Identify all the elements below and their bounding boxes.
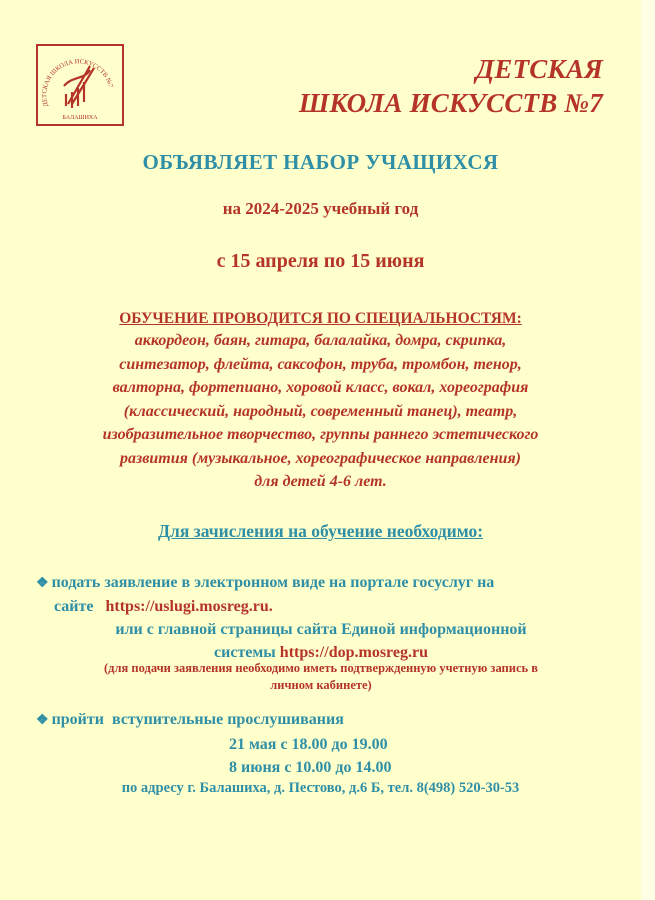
step1-line4: системы https://dop.mosreg.ru [214,644,428,661]
step1-line3: или с главной страницы сайта Единой информационной [115,621,527,638]
dop-link[interactable]: https://dop.mosreg.ru [279,644,428,661]
specialties-heading: ОБУЧЕНИЕ ПРОВОДИТСЯ ПО СПЕЦИАЛЬНОСТЯМ: [119,310,522,327]
step1-note: (для подачи заявления необходимо иметь подтвержденную учетную запись в личном кабинете) [104,661,538,692]
enrollment-step-1 [36,571,606,664]
school-title-line2: ШКОЛА ИСКУССТВ №7 [298,88,603,118]
specialties-list [36,329,605,494]
audition-date-1: 21 мая с 18.00 до 19.00 [229,736,388,753]
school-title-line1: ДЕТСКАЯ [475,54,603,84]
school-logo [36,44,124,126]
logo-emblem-icon [38,46,122,124]
school-title [299,52,603,120]
announcement-heading: ОБЪЯВЛЯЕТ НАБОР УЧАЩИХСЯ [142,150,499,174]
specialty-line: валторна, фортепиано, хоровой класс, вокал, хореография [112,379,529,396]
diamond-bullet-icon: ❖ [36,713,49,728]
enrollment-heading: Для зачисления на обучение необходимо: [157,521,484,541]
specialty-line: аккордеон, баян, гитара, балалайка, домра, скрипка, [134,332,507,349]
diamond-bullet-icon: ❖ [36,576,49,591]
specialty-line: (классический, народный, современный танец), театр, [123,402,518,420]
enrollment-period: с 15 апреля по 15 июня [216,250,425,272]
specialty-line: развития (музыкальное, хореографическое направления) [120,449,521,467]
school-address: по адресу г. Балашиха, д. Пестово, д.6 Б, тел. 8(498) 520-30-53 [121,780,520,796]
logo-arc-text: ДЕТСКАЯ ШКОЛА ИСКУССТВ №7 [41,58,115,108]
specialty-line: синтезатор, флейта, саксофон, труба, тромбон, тенор, [119,355,522,373]
uslugi-link[interactable]: https://uslugi.mosreg.ru. [105,598,273,615]
audition-date-2: 8 июня с 10.00 до 14.00 [229,759,392,776]
page-edge [641,0,655,900]
step1-line2: сайте https://uslugi.mosreg.ru. [54,598,273,615]
specialty-line: для детей 4-6 лет. [254,473,387,490]
logo-city-text: БАЛАШИХА [62,115,98,121]
academic-year: на 2024-2025 учебный год [222,199,419,218]
step1-line1: ❖ подать заявление в электронном виде на портале госуслуг на [36,574,495,591]
harp-icon [64,66,94,108]
specialty-line: изобразительное творчество, группы раннего эстетического [102,426,539,443]
enrollment-step-2: ❖ пройти вступительные прослушивания [36,711,344,728]
